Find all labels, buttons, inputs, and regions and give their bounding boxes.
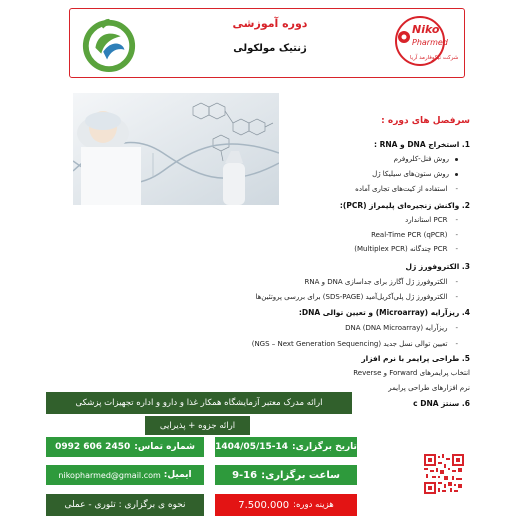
logo-leaf-icon — [80, 15, 138, 73]
course-label: دوره آموزشی — [232, 17, 308, 30]
syllabus-line: 3. الکتروفورز ژل — [405, 262, 470, 271]
syllabus-line: روش ستون‌های سیلیکا ژل — [372, 170, 458, 178]
date-label: تاریخ برگزاری: — [292, 442, 357, 452]
date-value: 1404/05/15-14 — [215, 442, 289, 452]
syllabus-line: 1. استخراج DNA و RNA : — [373, 140, 470, 149]
handout-banner: ارائه جزوه + پذیرایی — [145, 416, 250, 435]
time-label: ساعت برگزاری: — [261, 469, 340, 481]
email-label: ایمیل: — [163, 470, 192, 480]
syllabus-line: -PCR استاندارد — [405, 216, 458, 224]
syllabus-line: -PCR چندگانه (Multiplex PCR) — [354, 245, 458, 253]
certificate-banner: ارائه مدرک معتبر آزمایشگاه همکار غذا و دارو و اداره تجهیزات پزشکی — [46, 392, 352, 414]
syllabus-line: 6. سنتز c DNA — [413, 399, 470, 408]
nikopharmed-logo — [392, 13, 460, 75]
phone-label: شماره تماس: — [134, 442, 195, 452]
syllabus-line: نرم افزارهای طراحی پرایمر — [388, 384, 470, 392]
syllabus-line: -تعیین توالی نسل جدید (NGS – Next Generation Sequencing) — [251, 340, 458, 348]
dash-icon: - — [455, 231, 458, 239]
fee-value: 7.500.000 — [238, 499, 290, 511]
syllabus-line: -الکتروفورز ژل پلی‌آکریل‌آمید (SDS-PAGE) برای بررسی پروتئین‌ها — [255, 293, 458, 301]
email-link[interactable]: nikopharmed@gmail.com — [58, 470, 161, 480]
phone-number[interactable]: 0992 606 2450 — [55, 442, 131, 452]
header-banner — [69, 8, 465, 78]
dash-icon: - — [455, 324, 458, 332]
lab-photo — [73, 93, 279, 205]
qr-code-icon[interactable] — [424, 454, 464, 494]
syllabus-heading: سرفصل های دوره : — [381, 116, 470, 126]
mode-banner: نحوه ی برگزاری : تئوری - عملی — [46, 494, 204, 516]
fee-label: هزینه دوره: — [293, 500, 334, 510]
time-value: 9-16 — [232, 469, 258, 481]
logo-brand: Niko — [412, 23, 440, 36]
email-banner — [46, 465, 204, 485]
dash-icon: - — [455, 340, 458, 348]
bullet-icon — [455, 173, 458, 176]
syllabus-line: -Real-Time PCR (qPCR) — [371, 231, 458, 239]
time-banner — [215, 465, 357, 485]
logo-brand-sub: Pharmed — [412, 38, 448, 47]
course-title: ژنتیک مولکولی — [233, 43, 307, 54]
logo-tagline: شرکت نیکوفارمد آریا — [410, 55, 459, 61]
dash-icon: - — [455, 216, 458, 224]
syllabus-line: انتخاب پرایمرهای Forward و Reverse — [353, 369, 470, 377]
syllabus-line: روش فنل-کلروفرم — [394, 155, 458, 163]
date-banner — [215, 437, 357, 457]
dash-icon: - — [455, 185, 458, 193]
bullet-icon — [455, 158, 458, 161]
syllabus-line: -استفاده از کیت‌های تجاری آماده — [355, 185, 458, 193]
fee-banner — [215, 494, 357, 516]
syllabus-line: 2. واکنش زنجیره‌ای پلیمراز (PCR): — [339, 201, 470, 210]
phone-banner — [46, 437, 204, 457]
syllabus-line: 4. ریزآرایه (Microarray) و تعیین توالی DNA: — [298, 308, 470, 317]
syllabus-line: -الکتروفورز ژل آگارز برای جداسازی DNA و RNA — [304, 278, 458, 286]
dash-icon: - — [455, 278, 458, 286]
dash-icon: - — [455, 245, 458, 253]
dash-icon: - — [455, 293, 458, 301]
syllabus-line: -ریزآرایه DNA (DNA Microarray) — [345, 324, 458, 332]
syllabus-line: 5. طراحی پرایمر با نرم افزار — [361, 354, 470, 363]
